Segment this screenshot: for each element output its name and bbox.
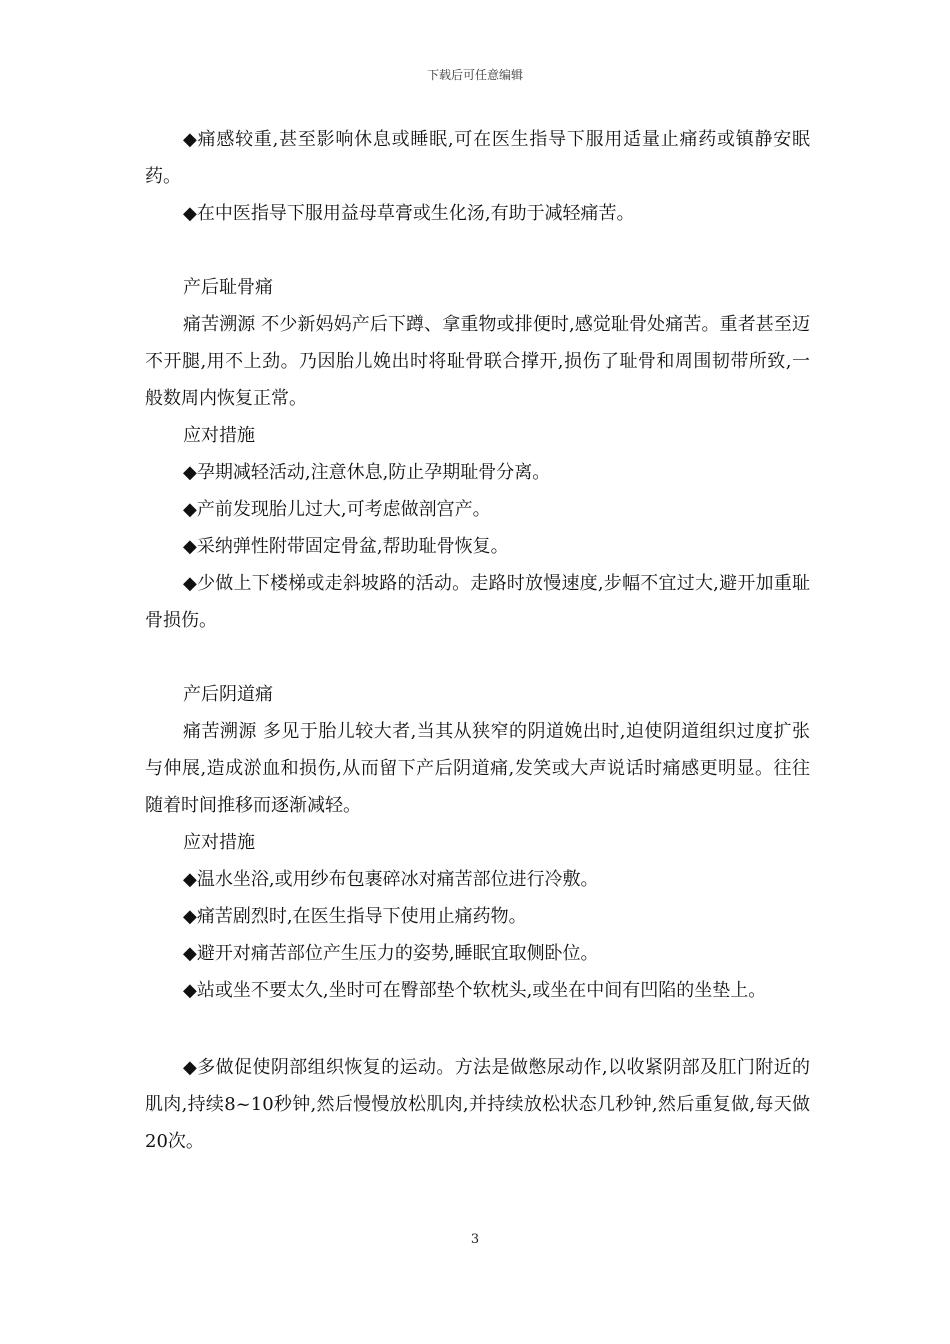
- page-header: 下载后可任意编辑: [426, 68, 523, 82]
- section-title: 产后阴道痛: [183, 684, 273, 705]
- measures-heading: 应对措施: [183, 425, 255, 446]
- bullet-paragraph: ◆在中医指导下服用益母草膏或生化汤,有助于减轻痛苦。: [183, 203, 635, 224]
- cause-paragraph: 痛苦溯源 不少新妈妈产后下蹲、拿重物或排便时,感觉耻骨处痛苦。重者甚至迈不开腿,用不上劲。乃因胎儿娩出时将耻骨联合撑开,损伤了耻骨和周围韧带所致,一般数周内恢复正常。: [145, 314, 810, 409]
- bullet-paragraph: ◆多做促使阴部组织恢复的运动。方法是做憋尿动作,以收紧阴部及肛门附近的肌肉,持续8~10秒钟,然后慢慢放松肌肉,并持续放松状态几秒钟,然后重复做,每天做20次。: [145, 1057, 810, 1152]
- document-body: [145, 121, 810, 1160]
- page-number: 3: [470, 1232, 480, 1247]
- bullet-paragraph: ◆产前发现胎儿过大,可考虑做剖宫产。: [183, 499, 491, 520]
- bullet-paragraph: ◆少做上下楼梯或走斜坡路的活动。走路时放慢速度,步幅不宜过大,避开加重耻骨损伤。: [145, 573, 810, 631]
- bullet-paragraph: ◆避开对痛苦部位产生压力的姿势,睡眠宜取侧卧位。: [183, 943, 599, 964]
- spacer: [145, 232, 810, 269]
- measures-heading: 应对措施: [183, 832, 255, 853]
- bullet-paragraph: ◆站或坐不要太久,坐时可在臀部垫个软枕头,或坐在中间有凹陷的坐垫上。: [183, 980, 767, 1001]
- spacer: [145, 1009, 810, 1049]
- bullet-paragraph: ◆采纳弹性附带固定骨盆,帮助耻骨恢复。: [183, 536, 509, 557]
- bullet-paragraph: ◆温水坐浴,或用纱布包裹碎冰对痛苦部位进行冷敷。: [183, 869, 599, 890]
- spacer: [145, 639, 810, 676]
- section-title: 产后耻骨痛: [183, 277, 273, 298]
- cause-paragraph: 痛苦溯源 多见于胎儿较大者,当其从狭窄的阴道娩出时,迫使阴道组织过度扩张与伸展,造成淤血和损伤,从而留下产后阴道痛,发笑或大声说话时痛感更明显。往往随着时间推移而逐渐减轻。: [145, 721, 810, 816]
- bullet-paragraph: ◆孕期减轻活动,注意休息,防止孕期耻骨分离。: [183, 462, 551, 483]
- bullet-paragraph: ◆痛感较重,甚至影响休息或睡眠,可在医生指导下服用适量止痛药或镇静安眠药。: [145, 129, 810, 187]
- bullet-paragraph: ◆痛苦剧烈时,在医生指导下使用止痛药物。: [183, 906, 527, 927]
